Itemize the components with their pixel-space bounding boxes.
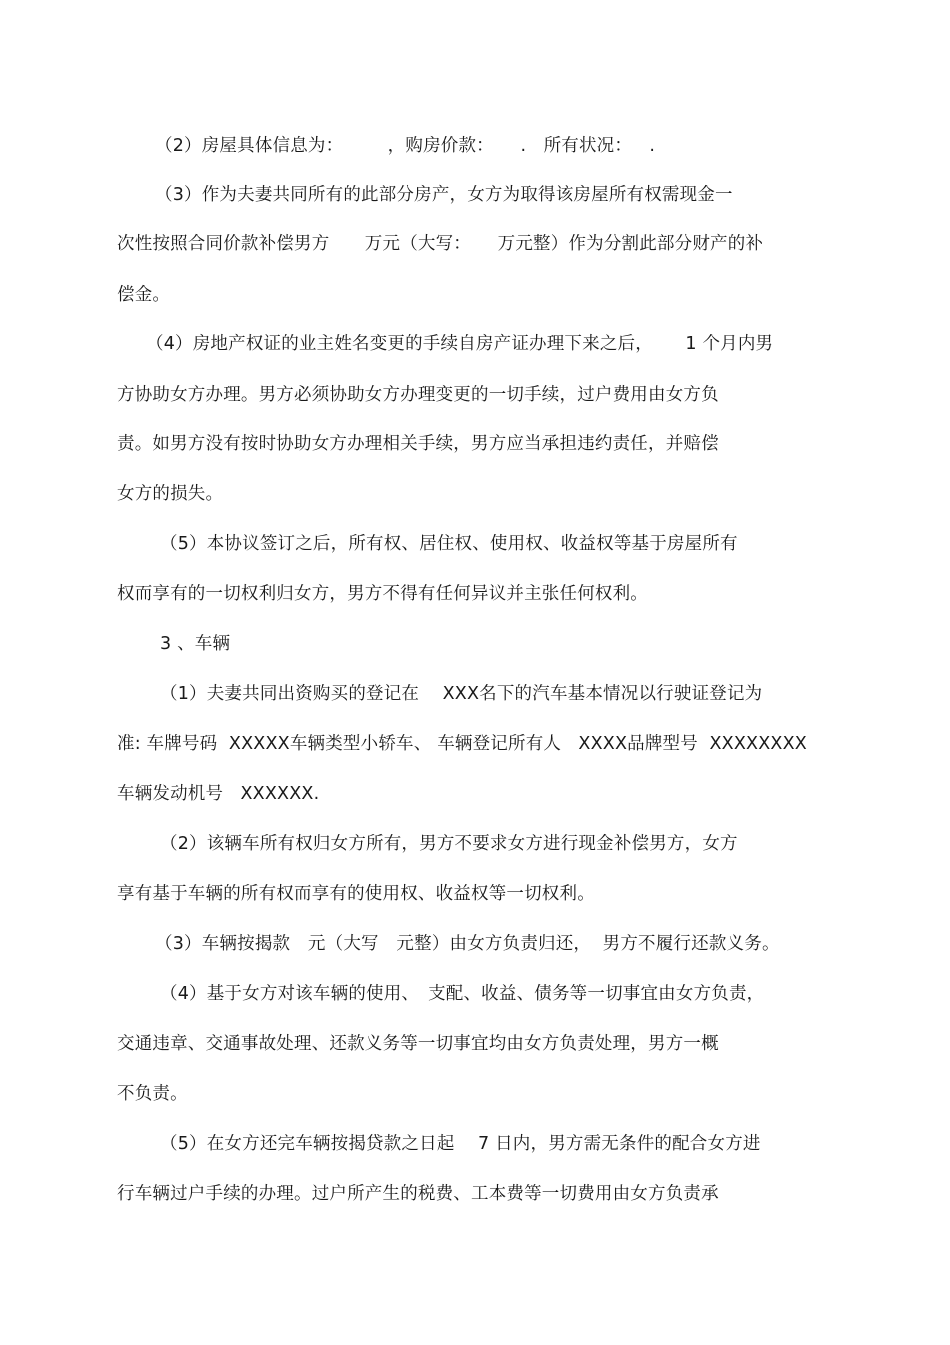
text-line-1: （2）房屋具体信息为： ，购房价款： . 所有状况： . (155, 136, 656, 156)
text-line-21: （5）在女方还完车辆按揭贷款之日起 7 日内，男方需无条件的配合女方进 (160, 1134, 761, 1154)
text-line-20: 不负责。 (117, 1084, 188, 1104)
text-line-9: （5）本协议签订之后，所有权、居住权、使用权、收益权等基于房屋所有 (160, 534, 738, 554)
text-line-18: （4）基于女方对该车辆的使用、 支配、收益、债务等一切事宜由女方负责， (160, 984, 765, 1004)
text-line-4: 偿金。 (117, 285, 171, 305)
text-line-12: （1）夫妻共同出资购买的登记在 XXX名下的汽车基本情况以行驶证登记为 (160, 684, 763, 704)
text-line-10: 权而享有的一切权利归女方，男方不得有任何异议并主张任何权利。 (117, 584, 648, 604)
text-line-16: 享有基于车辆的所有权而享有的使用权、收益权等一切权利。 (117, 884, 595, 904)
text-line-17: （3）车辆按揭款 元（大写 元整）由女方负责归还， 男方不履行还款义务。 (155, 934, 780, 954)
text-line-22: 行车辆过户手续的办理。过户所产生的税费、工本费等一切费用由女方负责承 (117, 1184, 719, 1204)
text-line-7: 责。如男方没有按时协助女方办理相关手续，男方应当承担违约责任，并赔偿 (117, 434, 719, 454)
text-line-8: 女方的损失。 (117, 484, 224, 504)
section-heading-vehicle: 3 、车辆 (160, 634, 231, 654)
text-line-13: 准: 车牌号码 XXXXX车辆类型小轿车、 车辆登记所有人 XXXX品牌型号 XXXXXXXX (117, 734, 807, 754)
text-line-2: （3）作为夫妻共同所有的此部分房产，女方为取得该房屋所有权需现金一 (155, 185, 733, 205)
text-line-6: 方协助女方办理。男方必须协助女方办理变更的一切手续，过户费用由女方负 (117, 385, 719, 405)
text-line-15: （2）该辆车所有权归女方所有，男方不要求女方进行现金补偿男方，女方 (160, 834, 738, 854)
text-line-19: 交通违章、交通事故处理、还款义务等一切事宜均由女方负责处理，男方一概 (117, 1034, 719, 1054)
text-line-3: 次性按照合同价款补偿男方 万元（大写： 万元整）作为分割此部分财产的补 (117, 234, 764, 254)
text-line-14: 车辆发动机号 XXXXXX. (117, 784, 320, 804)
text-line-5: （4）房地产权证的业主姓名变更的手续自房产证办理下来之后， 1 个月内男 (146, 334, 774, 354)
